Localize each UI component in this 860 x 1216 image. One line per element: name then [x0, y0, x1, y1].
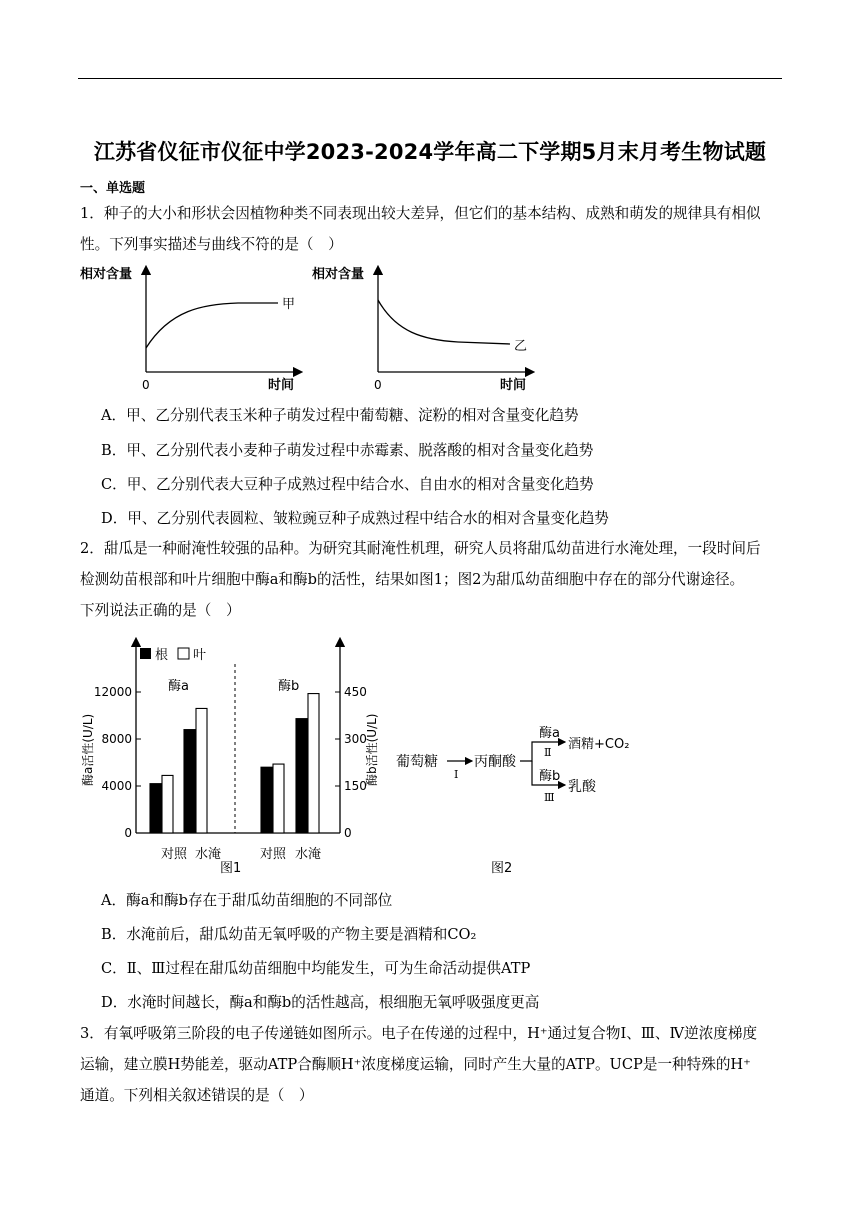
enzyme-b-label: 酶b	[539, 769, 561, 784]
q2-stem-line1: 2．甜瓜是一种耐淹性较强的品种。为研究其耐淹性机理，研究人员将甜瓜幼苗进行水淹处理，一段时间后	[80, 540, 761, 557]
q2-figure2	[392, 718, 652, 808]
curve-label: 乙	[514, 339, 528, 354]
category-label: 对照	[161, 847, 188, 862]
fig2-caption: 图2	[491, 861, 513, 876]
graph-yi	[312, 266, 530, 393]
panel-label-b: 酶b	[278, 679, 300, 694]
curve-label: 甲	[282, 297, 296, 312]
bar	[308, 694, 319, 833]
q3-stem-line1: 3．有氧呼吸第三阶段的电子传递链如图所示。电子在传递的过程中，H⁺通过复合物Ⅰ、Ⅲ、Ⅳ逆浓度梯度	[80, 1025, 758, 1042]
left-ylabel: 酶a活性(U/L)	[81, 713, 95, 786]
q2-option-c[interactable]: C．Ⅱ、Ⅲ过程在甜瓜幼苗细胞中均能发生，可为生命活动提供ATP	[101, 960, 531, 977]
bar	[196, 708, 207, 833]
q1-stem-line1: 1．种子的大小和形状会因植物种类不同表现出较大差异，但它们的基本结构、成熟和萌发的规律具有相似	[80, 205, 761, 222]
ylabel: 相对含量	[80, 267, 133, 282]
q2-stem-line2: 检测幼苗根部和叶片细胞中酶a和酶b的活性，结果如图1；图2为甜瓜幼苗细胞中存在的部分代谢途径。	[80, 571, 745, 588]
category-label: 水淹	[295, 847, 322, 862]
legend-leaf: 叶	[193, 648, 207, 663]
right-tick-label: 0	[344, 826, 352, 840]
q3-stem-line3: 通道。下列相关叙述错误的是（ ）	[80, 1087, 314, 1104]
q2-stem-line3: 下列说法正确的是（ ）	[80, 602, 241, 619]
document-title: 江苏省仪征市仪征中学2023-2024学年高二下学期5月末月考生物试题	[93, 140, 767, 164]
step1-label: Ⅰ	[454, 768, 459, 781]
fig1-caption: 图1	[220, 861, 242, 876]
xlabel: 时间	[268, 378, 295, 393]
left-tick-label: 12000	[93, 685, 132, 699]
left-tick-label: 8000	[101, 732, 132, 746]
q1-figure	[78, 262, 538, 397]
left-tick-label: 0	[124, 826, 132, 840]
bar	[162, 775, 173, 833]
section-heading: 一、单选题	[80, 181, 146, 196]
enzyme-a-label: 酶a	[539, 726, 560, 741]
arrow-step2	[520, 742, 565, 761]
q1-stem-line2: 性。下列事实描述与曲线不符的是（ ）	[80, 236, 343, 253]
right-ylabel: 酶b活性(U/L)	[365, 713, 379, 786]
bar	[273, 764, 284, 833]
q2-stem	[80, 533, 784, 626]
q2-figure1	[78, 636, 388, 876]
q1-stem	[80, 198, 784, 260]
legend-root-swatch	[140, 648, 151, 659]
bar	[184, 730, 195, 833]
curve-yi	[378, 300, 510, 344]
left-tick-label: 4000	[101, 779, 132, 793]
glucose-label: 葡萄糖	[396, 754, 438, 770]
q1-option-a[interactable]: A．甲、乙分别代表玉米种子萌发过程中葡萄糖、淀粉的相对含量变化趋势	[101, 407, 579, 424]
legend-root: 根	[155, 648, 169, 663]
right-tick-label: 450	[344, 685, 367, 699]
q2-option-b[interactable]: B．水淹前后，甜瓜幼苗无氧呼吸的产物主要是酒精和CO₂	[101, 926, 477, 943]
step2-label: Ⅱ	[544, 746, 552, 759]
right-tick-label: 150	[344, 779, 367, 793]
product-b-label: 乳酸	[568, 779, 596, 795]
header-rule	[78, 78, 782, 79]
step3-label: Ⅲ	[544, 791, 555, 804]
graph-jia	[80, 266, 298, 393]
curve-jia	[146, 303, 278, 348]
pyruvate-label: 丙酮酸	[474, 754, 516, 770]
legend-leaf-swatch	[178, 648, 189, 659]
bar	[150, 784, 161, 833]
origin-label: 0	[374, 378, 382, 392]
product-a-label: 酒精+CO₂	[568, 737, 630, 752]
category-label: 对照	[260, 847, 287, 862]
q1-option-d[interactable]: D．甲、乙分别代表圆粒、皱粒豌豆种子成熟过程中结合水的相对含量变化趋势	[101, 510, 609, 527]
q1-option-c[interactable]: C．甲、乙分别代表大豆种子成熟过程中结合水、自由水的相对含量变化趋势	[101, 476, 594, 493]
ylabel: 相对含量	[312, 267, 365, 282]
q1-option-b[interactable]: B．甲、乙分别代表小麦种子萌发过程中赤霉素、脱落酸的相对含量变化趋势	[101, 442, 594, 459]
bar	[261, 767, 272, 833]
q3-stem	[80, 1018, 784, 1111]
panel-label-a: 酶a	[168, 679, 189, 694]
bar	[296, 719, 307, 833]
right-tick-label: 300	[344, 732, 367, 746]
q2-option-d[interactable]: D．水淹时间越长，酶a和酶b的活性越高，根细胞无氧呼吸强度更高	[101, 994, 540, 1011]
q2-option-a[interactable]: A．酶a和酶b存在于甜瓜幼苗细胞的不同部位	[101, 892, 393, 909]
q3-stem-line2: 运输，建立膜H势能差，驱动ATP合酶顺H⁺浓度梯度运输，同时产生大量的ATP。UCP是一种特殊的H⁺	[80, 1056, 751, 1073]
category-label: 水淹	[195, 847, 222, 862]
xlabel: 时间	[500, 378, 527, 393]
origin-label: 0	[142, 378, 150, 392]
